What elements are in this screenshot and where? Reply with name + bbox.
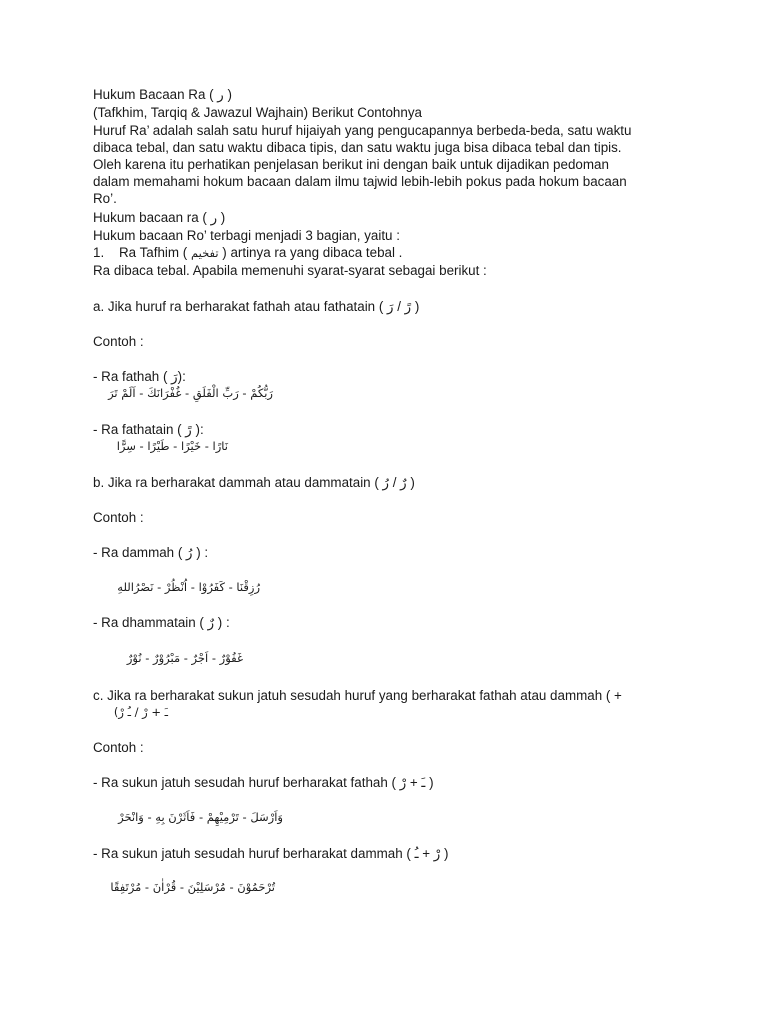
item-1-arabic: تفخيم [190, 246, 219, 260]
section-c-fathah-examples: وَاَرْسَلَ - تَرْمِيْهِمْ - فَاَثَرْنَ بِهِ - وَانْحَرْ [118, 810, 283, 824]
section-b-dammah-label: - Ra dammah ( رُ ) : [93, 545, 209, 560]
section-c-fathah-label: - Ra sukun jatuh sesudah huruf berharakat fathah ( ـَ + رْ ) [93, 775, 434, 790]
section-a-heading: a. Jika huruf ra berharakat fathah atau fathatain ( رً / رَ ) [93, 299, 420, 314]
intro-line-4: dalam memahami hokum bacaan dalam ilmu tajwid lebih-lebih pokus pada hokum bacaan [93, 174, 627, 189]
intro-line-5: Ro’. [93, 191, 117, 206]
section-b-dhammatain-label: - Ra dhammatain ( رٌ ) : [93, 615, 230, 630]
intro-line-1: Huruf Ra’ adalah salah satu huruf hijaiyah yang pengucapannya berbeda-beda, satu waktu [93, 123, 632, 138]
section-c-heading-line-1: c. Jika ra berharakat sukun jatuh sesudah huruf yang berharakat fathah atau dammah ( + [93, 688, 622, 703]
section-b-contoh: Contoh : [93, 510, 144, 525]
intro-line-3: Oleh karena itu perhatikan penjelasan berikut ini dengan baik untuk dijadikan pedoman [93, 157, 609, 172]
section-c-heading-line-2: ـَ + رْ / ـُ رْ) [113, 705, 168, 719]
section-c-contoh: Contoh : [93, 740, 144, 755]
section-a-fathatain-examples: نَارًا - خَيْرًا - طَيْرًا - سِرًّا [116, 439, 228, 453]
section-a-fathatain-label: - Ra fathatain ( رً ): [93, 422, 204, 437]
item-1-text-before: Ra Tafhim ( [119, 245, 188, 260]
section-c-dammah-label: - Ra sukun jatuh sesudah huruf berharakat dammah ( رْ + ـُ ) [93, 846, 449, 861]
intro-line-2: dibaca tebal, dan satu waktu dibaca tipis, dan satu waktu juga bisa dibaca tebal dan tipis. [93, 140, 622, 155]
section-a-fathah-label: - Ra fathah ( رَ): [93, 369, 186, 384]
document-subtitle: (Tafkhim, Tarqiq & Jawazul Wajhain) Berikut Contohnya [93, 105, 422, 120]
hukum-line: Hukum bacaan ra ( ر ) [93, 210, 226, 225]
section-b-heading: b. Jika ra berharakat dammah atau dammatain ( رٌ / رُ ) [93, 475, 415, 490]
section-c-dammah-examples: تُرْحَمُوْنَ - مُرْسَلِيْنَ - قُرْاٰنَ - مُرْتَفِقًا [110, 880, 275, 894]
section-a-contoh: Contoh : [93, 334, 144, 349]
item-1-description: Ra dibaca tebal. Apabila memenuhi syarat-syarat sebagai berikut : [93, 263, 487, 278]
document-title: Hukum Bacaan Ra ( ر ) [93, 87, 232, 102]
item-1-text-after: ) artinya ra yang dibaca tebal . [222, 245, 403, 260]
item-1-number: 1. [93, 245, 105, 260]
section-b-dammah-examples: رُزِقْنَا - كَفَرُوْا - اُنْظُرْ - نَصْرُاللهِ [117, 580, 260, 594]
division-line: Hukum bacaan Ro’ terbagi menjadi 3 bagian, yaitu : [93, 228, 400, 243]
section-b-dhammatain-examples: غَفُوْرٌ - اَجْرٌ - مَبْرُوْرٌ - نُوْرٌ [126, 651, 243, 665]
section-a-fathah-examples: رَبُّكُمْ - رَبِّ الْفَلَقِ - غُفْرَانَكَ - اَلَمْ تَرَ [108, 386, 273, 400]
item-1 [93, 244, 402, 262]
